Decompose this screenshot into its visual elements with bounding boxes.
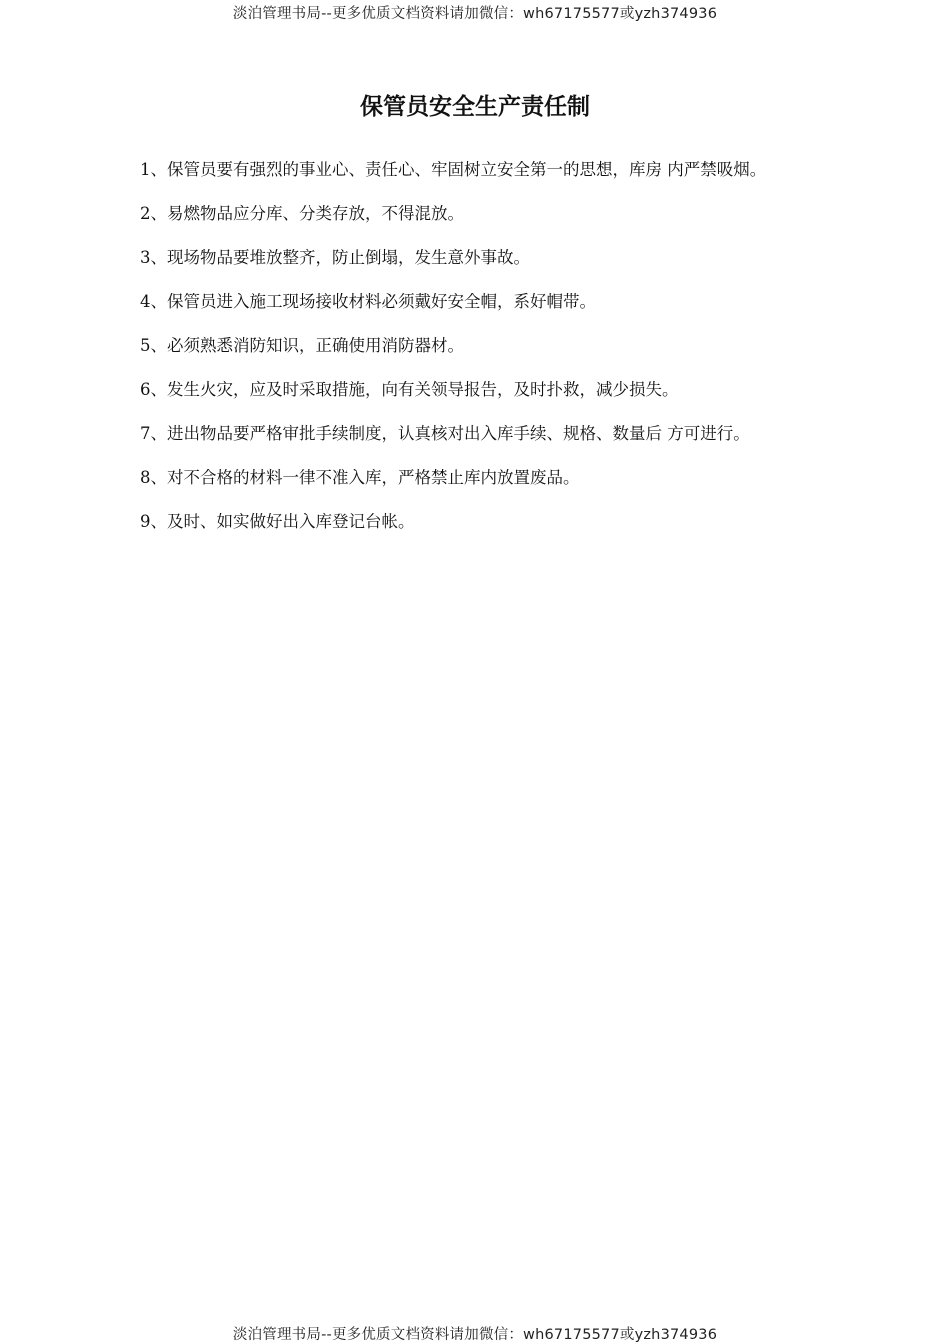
- rules-list: [94, 148, 850, 544]
- rule-item-2: 2、易燃物品应分库、分类存放，不得混放。: [140, 204, 464, 223]
- rule-item-9: 9、及时、如实做好出入库登记台帐。: [140, 512, 415, 531]
- rule-item-3: 3、现场物品要堆放整齐，防止倒塌，发生意外事故。: [140, 248, 530, 267]
- rule-item-5: 5、必须熟悉消防知识，正确使用消防器材。: [140, 336, 464, 355]
- footer-watermark-note: 淡泊管理书局--更多优质文档资料请加微信：wh67175577或yzh374936: [232, 1327, 718, 1343]
- header-watermark-note: 淡泊管理书局--更多优质文档资料请加微信：wh67175577或yzh374936: [232, 6, 718, 22]
- rule-item-4: 4、保管员进入施工现场接收材料必须戴好安全帽，系好帽带。: [140, 292, 596, 311]
- rule-item-6: 6、发生火灾，应及时采取措施，向有关领导报告，及时扑救，减少损失。: [140, 380, 679, 399]
- document-title: 保管员安全生产责任制: [360, 94, 590, 120]
- rule-item-1: 1、保管员要有强烈的事业心、责任心、牢固树立安全第一的思想，库房 内严禁吸烟。: [140, 160, 767, 179]
- rule-item-7: 7、进出物品要严格审批手续制度，认真核对出入库手续、规格、数量后 方可进行。: [140, 424, 750, 443]
- rule-item-8: 8、对不合格的材料一律不准入库，严格禁止库内放置废品。: [140, 468, 580, 487]
